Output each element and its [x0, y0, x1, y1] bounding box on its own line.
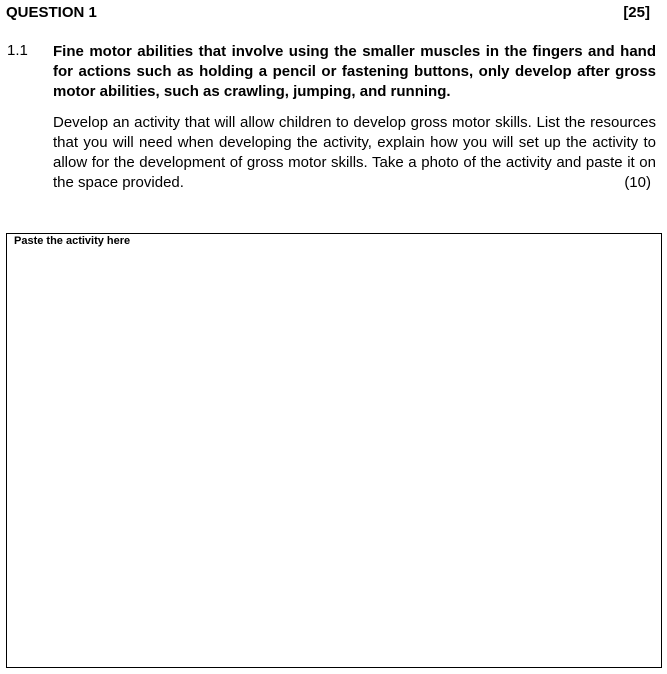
question-title: QUESTION 1	[6, 4, 97, 21]
item-marks: (10)	[624, 174, 651, 191]
item-statement: Fine motor abilities that involve using the smaller muscles in the fingers and hand for actions such as holding a pencil or fastening buttons, only develop after gross motor abilities, such as crawling, jumping, and running.	[53, 43, 656, 100]
question-total-marks: [25]	[623, 4, 650, 21]
question-header	[6, 4, 650, 24]
answer-paste-label: Paste the activity here	[14, 235, 131, 247]
item-number: 1.1	[7, 42, 28, 59]
answer-paste-area[interactable]	[6, 233, 662, 668]
item-instruction: Develop an activity that will allow children to develop gross motor skills. List the resources that you will need when developing the activity, explain how you will set up the activity to allow for the development of gross motor skills. Take a photo of the activity and paste it on the space provided.	[53, 114, 656, 191]
